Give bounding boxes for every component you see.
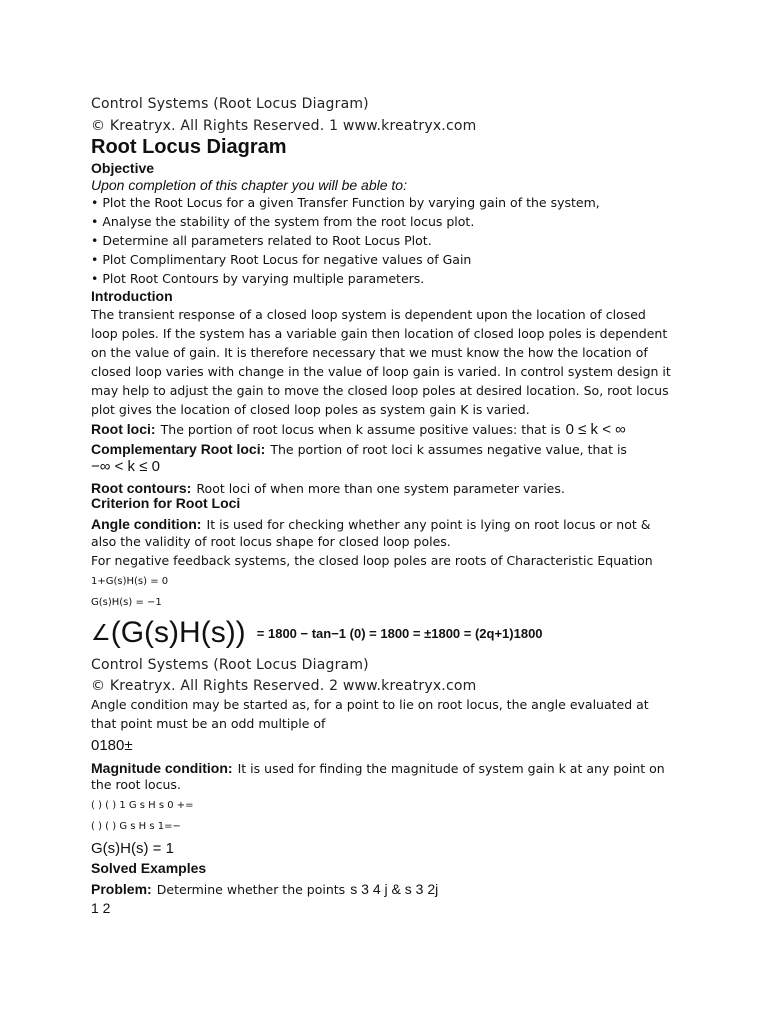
magnitude-text-cont: the root locus. bbox=[91, 777, 181, 792]
angle-cont-line: that point must be an odd multiple of bbox=[91, 716, 326, 731]
introduction-line: loop poles. If the system has a variable gain then location of closed loop poles is dependent bbox=[91, 326, 668, 341]
magnitude-text: It is used for finding the magnitude of system gain k at any point on bbox=[237, 761, 665, 776]
objective-heading: Objective bbox=[91, 160, 155, 176]
objective-bullet: • Determine all parameters related to Root Locus Plot. bbox=[91, 233, 432, 248]
objective-bullet: • Plot Root Contours by varying multiple parameters. bbox=[91, 271, 425, 286]
root-loci-definition bbox=[91, 419, 626, 438]
problem-text: Determine whether the points bbox=[156, 882, 346, 897]
criterion-heading: Criterion for Root Loci bbox=[91, 495, 241, 511]
problem-term: Problem: bbox=[91, 881, 152, 897]
complementary-text: The portion of root loci k assumes negative value, that is bbox=[270, 442, 627, 457]
page-header-title-2: Control Systems (Root Locus Diagram) bbox=[91, 657, 369, 673]
odd-multiple-math: 0180± bbox=[91, 737, 133, 754]
objective-bullet: • Plot Complimentary Root Locus for negative values of Gain bbox=[91, 252, 472, 267]
objective-intro: Upon completion of this chapter you will be able to: bbox=[91, 177, 407, 193]
page-header-copyright-2: © Kreatryx. All Rights Reserved. 2 www.kreatryx.com bbox=[91, 678, 477, 694]
problem-math: s 3 4 j & s 3 2j bbox=[350, 881, 439, 897]
angle-condition-text-cont: also the validity of root locus shape for closed loop poles. bbox=[91, 534, 451, 549]
contours-text: Root loci of when more than one system parameter varies. bbox=[196, 481, 565, 496]
introduction-line: plot gives the location of closed loop poles as system gain K is varied. bbox=[91, 402, 530, 417]
angle-result: = 1800 − tan−1 (0) = 1800 = ±1800 = (2q+1)1800 bbox=[256, 625, 543, 641]
angle-condition-term: Angle condition: bbox=[91, 516, 202, 532]
root-loci-math: 0 ≤ k < ∞ bbox=[565, 421, 626, 438]
introduction-line: may help to adjust the gain to move the closed loop poles at desired location. So, root locus bbox=[91, 383, 669, 398]
problem-subscripts: 1 2 bbox=[91, 900, 111, 916]
contours-term: Root contours: bbox=[91, 480, 192, 496]
complementary-math: −∞ < k ≤ 0 bbox=[91, 458, 160, 475]
angle-condition-text: It is used for checking whether any point is lying on root locus or not & bbox=[206, 517, 651, 532]
magnitude-eq2: ( ) ( ) G s H s 1=− bbox=[91, 821, 181, 832]
introduction-heading: Introduction bbox=[91, 288, 173, 304]
root-loci-term: Root loci: bbox=[91, 421, 156, 437]
angle-symbol: ∠ bbox=[91, 620, 111, 645]
page-header-copyright: © Kreatryx. All Rights Reserved. 1 www.kreatryx.com bbox=[91, 118, 477, 134]
complementary-definition bbox=[91, 439, 627, 458]
equation-gh-minus-one: G(s)H(s) = −1 bbox=[91, 597, 162, 608]
angle-condition bbox=[91, 514, 650, 533]
introduction-line: closed loop varies with change in the value of loop gain is varied. In control system design it bbox=[91, 364, 671, 379]
solved-heading: Solved Examples bbox=[91, 860, 207, 876]
angle-cont-line: Angle condition may be started as, for a point to lie on root locus, the angle evaluated at bbox=[91, 697, 649, 712]
feedback-text: For negative feedback systems, the closed loop poles are roots of Characteristic Equation bbox=[91, 553, 653, 568]
angle-expression: (G(s)H(s)) bbox=[110, 616, 246, 649]
objective-bullet: • Plot the Root Locus for a given Transfer Function by varying gain of the system, bbox=[91, 195, 600, 210]
introduction-line: The transient response of a closed loop system is dependent upon the location of closed bbox=[91, 307, 646, 322]
page-title: Root Locus Diagram bbox=[91, 136, 287, 158]
problem-statement bbox=[91, 879, 438, 898]
objective-bullet: • Analyse the stability of the system from the root locus plot. bbox=[91, 214, 475, 229]
equation-angle bbox=[91, 616, 543, 648]
complementary-term: Complementary Root loci: bbox=[91, 441, 266, 457]
magnitude-term: Magnitude condition: bbox=[91, 760, 233, 776]
magnitude-eq1: ( ) ( ) 1 G s H s 0 += bbox=[91, 800, 194, 811]
page-header-title: Control Systems (Root Locus Diagram) bbox=[91, 96, 369, 112]
magnitude-eq3: G(s)H(s) = 1 bbox=[91, 840, 174, 857]
equation-characteristic: 1+G(s)H(s) = 0 bbox=[91, 576, 169, 587]
introduction-line: on the value of gain. It is therefore necessary that we must know the how the location of bbox=[91, 345, 648, 360]
root-loci-text: The portion of root locus when k assume positive values: that is bbox=[160, 422, 561, 437]
magnitude-condition bbox=[91, 758, 665, 777]
